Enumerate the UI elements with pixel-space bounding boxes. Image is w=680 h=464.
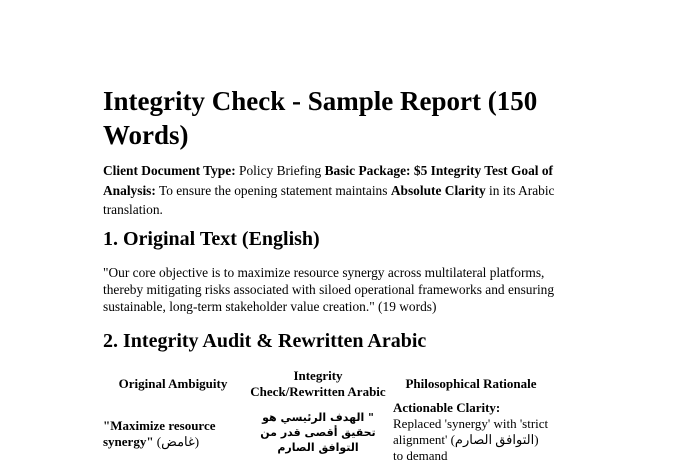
- column-header-original-ambiguity: Original Ambiguity: [118, 376, 228, 391]
- goal-emphasis: Absolute Clarity: [390, 182, 486, 198]
- original-text-quote: "Our core objective is to maximize resource synergy across multilateral platforms, thereby mitigating risks associated with siloed operational frameworks and ensuring sustainable, long-term stakeholder value creation." (19 words): [103, 265, 555, 314]
- column-header-philosophical-rationale: Philosophical Rationale: [405, 376, 537, 391]
- integrity-audit-table: [101, 368, 551, 464]
- report-meta: [103, 161, 573, 220]
- ambiguity-phrase: "Maximize resource synergy": [103, 418, 216, 449]
- page-title: Integrity Check - Sample Report (150 Words): [103, 86, 538, 150]
- column-header-integrity-check: Integrity Check/Rewritten Arabic: [250, 368, 386, 399]
- table-header-row: [101, 368, 551, 400]
- cell-original-ambiguity: [101, 400, 245, 464]
- goal-text-2: in its Arabic translation.: [103, 182, 555, 217]
- ambiguity-note: (غامض): [156, 434, 200, 449]
- section-heading-integrity-audit: 2. Integrity Audit & Rewritten Arabic: [103, 330, 427, 352]
- package-label: Basic Package:: [324, 163, 411, 178]
- goal-text-1: To ensure the opening statement maintains: [158, 182, 388, 198]
- doc-type-value: Policy Briefing: [239, 163, 322, 178]
- doc-type-label: Client Document Type:: [103, 163, 236, 178]
- rationale-label: Actionable Clarity:: [393, 400, 501, 415]
- package-value: $5 Integrity Test: [413, 163, 508, 178]
- rationale-text: Replaced 'synergy' with 'strict alignment' (التوافق الصارم) to demand: [393, 416, 549, 463]
- cell-rewritten-arabic: " الهدف الرئيسي هو تحقيق أقصى قدر من التوافق الصارم: [260, 411, 376, 454]
- table-row: [101, 400, 551, 464]
- goal-label: Goal of Analysis:: [103, 163, 553, 198]
- cell-philosophical-rationale: [391, 400, 551, 464]
- section-heading-original-text: 1. Original Text (English): [103, 228, 320, 250]
